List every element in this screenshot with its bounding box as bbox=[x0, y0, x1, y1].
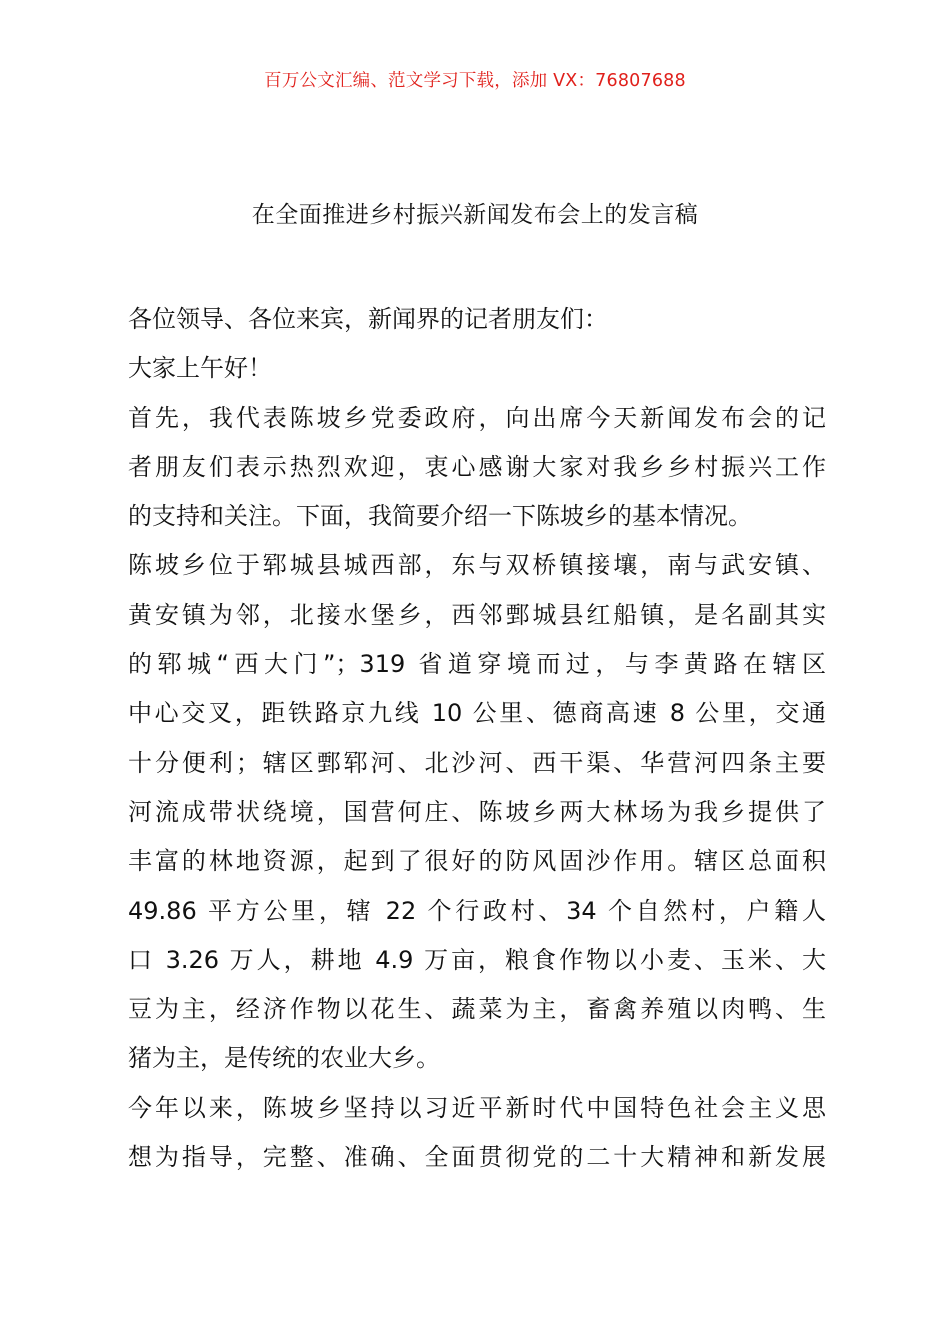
text-line: 49.86 平方公里，辖 22 个行政村、34 个自然村，户籍人 bbox=[128, 896, 826, 925]
document-title: 在全面推进乡村振兴新闻发布会上的发言稿 bbox=[251, 202, 699, 228]
text-line: 陈坡乡位于郓城县城西部，东与双桥镇接壤，南与武安镇、 bbox=[128, 551, 826, 580]
text-line: 口 3.26 万人，耕地 4.9 万亩，粮食作物以小麦、玉米、大 bbox=[128, 945, 826, 974]
text-line: 的郓城“西大门”；319 省道穿境而过，与李黄路在辖区 bbox=[128, 650, 826, 679]
text-line: 想为指导，完整、准确、全面贯彻党的二十大精神和新发展 bbox=[128, 1143, 826, 1172]
salutation-line: 各位领导、各位来宾，新闻界的记者朋友们： bbox=[128, 305, 608, 333]
text-line: 丰富的林地资源，起到了很好的防风固沙作用。辖区总面积 bbox=[128, 847, 826, 876]
text-line: 十分便利；辖区鄄郓河、北沙河、西干渠、华营河四条主要 bbox=[128, 748, 826, 777]
text-line: 中心交叉，距铁路京九线 10 公里、德商高速 8 公里，交通 bbox=[128, 699, 826, 728]
text-line: 者朋友们表示热烈欢迎，衷心感谢大家对我乡乡村振兴工作 bbox=[128, 452, 826, 481]
document-body bbox=[128, 295, 826, 1182]
text-line: 豆为主，经济作物以花生、蔬菜为主，畜禽养殖以肉鸭、生 bbox=[128, 995, 826, 1024]
text-line: 河流成带状绕境，国营何庄、陈坡乡两大林场为我乡提供了 bbox=[128, 797, 826, 826]
text-line: 今年以来，陈坡乡坚持以习近平新时代中国特色社会主义思 bbox=[128, 1093, 826, 1122]
text-line: 黄安镇为邻，北接水堡乡，西邻鄄城县红船镇，是名副其实 bbox=[128, 600, 826, 629]
text-line: 猪为主，是传统的农业大乡。 bbox=[128, 1044, 440, 1073]
text-line: 的支持和关注。下面，我简要介绍一下陈坡乡的基本情况。 bbox=[128, 502, 752, 531]
text-line: 首先，我代表陈坡乡党委政府，向出席今天新闻发布会的记 bbox=[128, 403, 826, 432]
greeting-line: 大家上午好！ bbox=[128, 354, 272, 383]
header-banner: 百万公文汇编、范文学习下载，添加 VX：76807688 bbox=[264, 71, 686, 91]
